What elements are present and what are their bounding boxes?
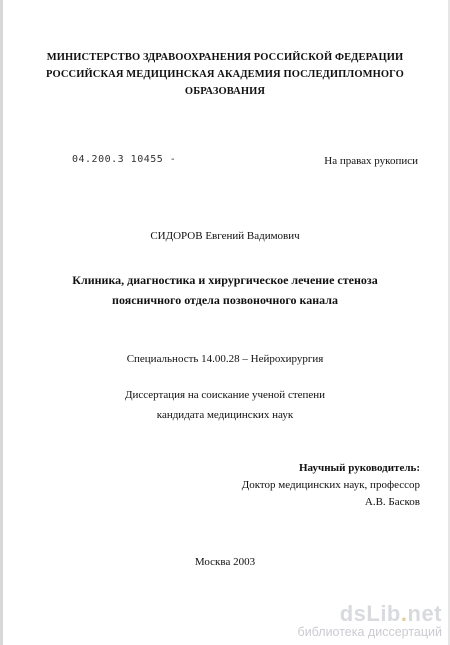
- watermark-brand-dot: .: [400, 601, 408, 626]
- ministry-line-3: ОБРАЗОВАНИЯ: [184, 86, 266, 97]
- registration-stamp: 04.200.3 10455 -: [72, 154, 177, 165]
- title-line-2: поясничного отдела позвоночного канала: [112, 293, 338, 307]
- advisor-degree: Доктор медицинских наук, профессор: [241, 479, 420, 491]
- watermark-subtitle: библиотека диссертаций: [297, 625, 442, 639]
- advisor-block: [242, 462, 420, 513]
- advisor-label: Научный руководитель:: [299, 462, 420, 474]
- specialty: Специальность 14.00.28 – Нейрохирургия: [126, 353, 324, 365]
- city-year: Москва 2003: [194, 556, 256, 568]
- dslib-watermark[interactable]: [298, 601, 442, 639]
- watermark-brand-right: net: [407, 601, 442, 626]
- ministry-line-2: РОССИЙСКАЯ МЕДИЦИНСКАЯ АКАДЕМИЯ ПОСЛЕДИПЛОМНОГО: [46, 69, 404, 80]
- watermark-brand: [298, 601, 442, 627]
- author-name: СИДОРОВ Евгений Вадимович: [150, 230, 300, 242]
- rights-note: На правах рукописи: [324, 155, 418, 167]
- title-line-1: Клиника, диагностика и хирургическое лечение стеноза: [72, 273, 378, 287]
- ministry-line-1: МИНИСТЕРСТВО ЗДРАВООХРАНЕНИЯ РОССИЙСКОЙ ФЕДЕРАЦИИ: [46, 52, 404, 63]
- advisor-name: А.В. Басков: [364, 496, 420, 508]
- dissertation-line-1: Диссертация на соискание ученой степени: [124, 389, 326, 401]
- dissertation-line-2: кандидата медицинских наук: [156, 409, 294, 421]
- watermark-brand-left: dsLib: [339, 601, 401, 626]
